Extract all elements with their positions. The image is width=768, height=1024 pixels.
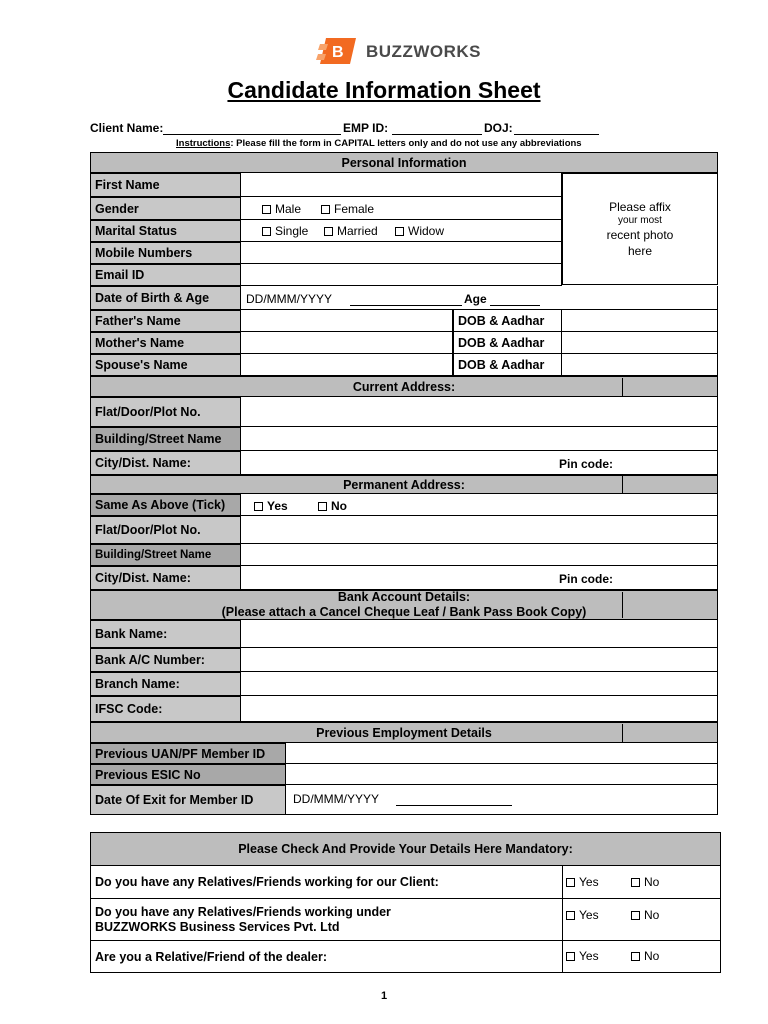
marital-single-option[interactable]: Single [262, 224, 308, 238]
checkbox-icon [324, 227, 333, 236]
permanent-flat-field[interactable] [241, 516, 718, 544]
marital-widow-option[interactable]: Widow [395, 224, 444, 238]
q2-yes-option[interactable]: Yes [566, 908, 599, 922]
permanent-building-label: Building/Street Name [90, 544, 241, 566]
gender-label: Gender [90, 197, 241, 220]
email-field[interactable] [241, 264, 562, 286]
spouse-name-field[interactable] [241, 354, 453, 376]
permanent-flat-label: Flat/Door/Plot No. [90, 516, 241, 544]
buzzworks-logo-icon [316, 36, 362, 66]
spouse-dob-aadhar-field[interactable] [562, 354, 718, 376]
heading-divider [622, 476, 623, 493]
current-city-field[interactable] [241, 451, 718, 475]
bank-ac-field[interactable] [241, 648, 718, 672]
uan-field[interactable] [286, 743, 718, 764]
father-name-label: Father's Name [90, 310, 241, 332]
age-label: Age [464, 292, 487, 306]
checkbox-icon [321, 205, 330, 214]
uan-label: Previous UAN/PF Member ID [90, 743, 286, 764]
q2-no-option[interactable]: No [631, 908, 659, 922]
permanent-pin-label: Pin code: [559, 572, 614, 586]
dob-format: DD/MMM/YYYY [246, 292, 333, 306]
marital-married-option[interactable]: Married [324, 224, 378, 238]
ifsc-field[interactable] [241, 696, 718, 722]
question-buzzworks-relatives: Do you have any Relatives/Friends working under BUZZWORKS Business Services Pvt. Ltd [90, 899, 563, 941]
checkbox-icon [631, 878, 640, 887]
heading-divider [622, 724, 623, 742]
father-name-field[interactable] [241, 310, 453, 332]
first-name-field[interactable] [241, 173, 562, 197]
q3-yes-option[interactable]: Yes [566, 949, 599, 963]
heading-divider [622, 592, 623, 618]
question-client-relatives: Do you have any Relatives/Friends working for our Client: [90, 866, 563, 899]
email-label: Email ID [90, 264, 241, 286]
mobile-field[interactable] [241, 242, 562, 264]
checkbox-icon [631, 952, 640, 961]
instructions: Instructions: Please fill the form in CAPITAL letters only and do not use any abbreviations [176, 138, 582, 149]
checkbox-icon [631, 911, 640, 920]
spouse-dob-aadhar-label: DOB & Aadhar [453, 354, 562, 376]
mother-name-label: Mother's Name [90, 332, 241, 354]
same-as-above-label: Same As Above (Tick) [90, 494, 241, 516]
personal-info-heading: Personal Information [90, 152, 718, 173]
permanent-address-heading: Permanent Address: [90, 475, 718, 494]
bank-ac-label: Bank A/C Number: [90, 648, 241, 672]
first-name-label: First Name [90, 173, 241, 197]
ifsc-label: IFSC Code: [90, 696, 241, 722]
heading-divider [622, 378, 623, 396]
client-name-label: Client Name: [90, 121, 164, 135]
bank-name-label: Bank Name: [90, 620, 241, 648]
current-building-field[interactable] [241, 427, 718, 451]
dob-line [350, 305, 462, 306]
dob-age-label: Date of Birth & Age [90, 286, 241, 310]
svg-text:B: B [332, 44, 344, 61]
exit-date-format: DD/MMM/YYYY [293, 792, 380, 806]
question-dealer-relative: Are you a Relative/Friend of the dealer: [90, 941, 563, 973]
branch-name-field[interactable] [241, 672, 718, 696]
gender-male-option[interactable]: Male [262, 202, 301, 216]
exit-date-label: Date Of Exit for Member ID [90, 785, 286, 815]
checkbox-icon [262, 227, 271, 236]
emp-id-label: EMP ID: [343, 121, 389, 135]
employment-heading: Previous Employment Details [90, 722, 718, 743]
q3-no-option[interactable]: No [631, 949, 659, 963]
q1-yes-option[interactable]: Yes [566, 875, 599, 889]
age-line [490, 305, 540, 306]
checkbox-icon [262, 205, 271, 214]
same-no-option[interactable]: No [318, 499, 347, 513]
exit-date-line [396, 805, 512, 806]
checkbox-icon [566, 878, 575, 887]
mobile-label: Mobile Numbers [90, 242, 241, 264]
doj-label: DOJ: [484, 121, 513, 135]
q1-no-option[interactable]: No [631, 875, 659, 889]
bank-name-field[interactable] [241, 620, 718, 648]
current-pin-label: Pin code: [559, 457, 614, 471]
same-yes-option[interactable]: Yes [254, 499, 288, 513]
checkbox-icon [254, 502, 263, 511]
emp-id-field[interactable] [392, 134, 482, 135]
gender-female-option[interactable]: Female [321, 202, 374, 216]
mandatory-heading: Please Check And Provide Your Details Here Mandatory: [90, 832, 721, 866]
doj-field[interactable] [514, 134, 599, 135]
mother-dob-aadhar-field[interactable] [562, 332, 718, 354]
spouse-name-label: Spouse's Name [90, 354, 241, 376]
father-dob-aadhar-field[interactable] [562, 310, 718, 332]
photo-box[interactable]: Please affix your most recent photo here [562, 173, 718, 285]
checkbox-icon [395, 227, 404, 236]
esic-field[interactable] [286, 764, 718, 785]
branch-name-label: Branch Name: [90, 672, 241, 696]
current-address-heading: Current Address: [90, 376, 718, 397]
checkbox-icon [318, 502, 327, 511]
page-title: Candidate Information Sheet [227, 77, 541, 103]
checkbox-icon [566, 911, 575, 920]
page-number: 1 [380, 990, 388, 1002]
esic-label: Previous ESIC No [90, 764, 286, 785]
same-as-above-field [241, 494, 718, 516]
mother-name-field[interactable] [241, 332, 453, 354]
permanent-building-field[interactable] [241, 544, 718, 566]
current-building-label: Building/Street Name [90, 427, 241, 451]
permanent-city-field[interactable] [241, 566, 718, 590]
current-city-label: City/Dist. Name: [90, 451, 241, 475]
father-dob-aadhar-label: DOB & Aadhar [453, 310, 562, 332]
logo-text: BUZZWORKS [366, 42, 481, 61]
bank-heading: Bank Account Details: (Please attach a Cancel Cheque Leaf / Bank Pass Book Copy) [90, 590, 718, 620]
checkbox-icon [566, 952, 575, 961]
current-flat-field[interactable] [241, 397, 718, 427]
mother-dob-aadhar-label: DOB & Aadhar [453, 332, 562, 354]
marital-status-label: Marital Status [90, 220, 241, 242]
permanent-city-label: City/Dist. Name: [90, 566, 241, 590]
client-name-field[interactable] [163, 134, 341, 135]
current-flat-label: Flat/Door/Plot No. [90, 397, 241, 427]
